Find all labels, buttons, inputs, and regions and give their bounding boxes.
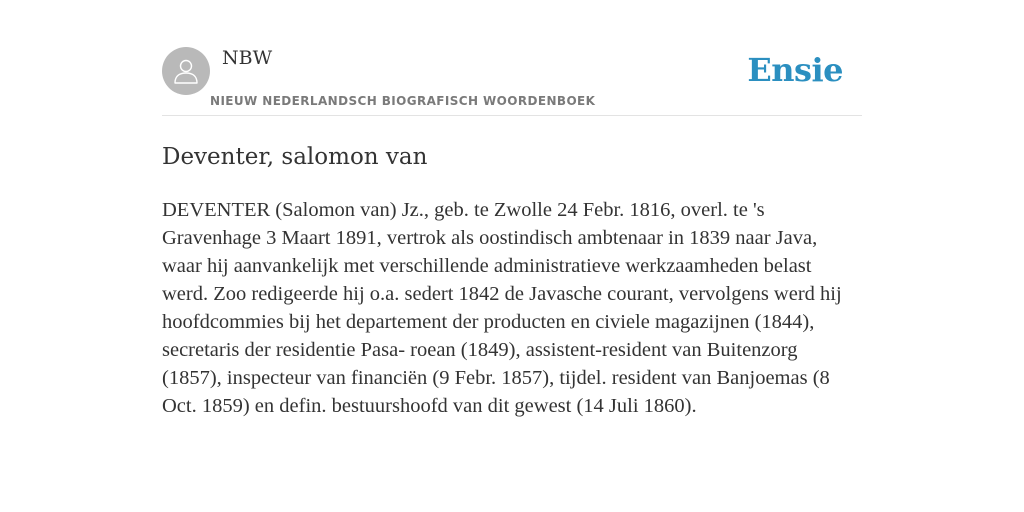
source-name[interactable]: NBW (222, 47, 273, 69)
entry-title: Deventer, salomon van (162, 144, 428, 170)
entry-text: DEVENTER (Salomon van) Jz., geb. te Zwolle 24 Febr. 1816, overl. te 's Gravenhage 3 Maart 1891, vertrok als oostindisch ambtenaar in 1839 naar Java, waar hij aanvankelijk met verschillende administratieve werkzaamheden belast werd. Zoo redigeerde hij o.a. sedert 1842 de Javasche courant, vervolgens werd hij hoofdcommies bij het departement der producten en civiele magazijnen (1844), secretaris der residentie Pasa- roean (1849), assistent-resident van Buitenzorg (1857), inspecteur van financiën (9 Febr. 1857), tijdel. resident van Banjoemas (8 Oct. 1859) en defin. bestuurshoofd van dit gewest (14 Juli 1860). (162, 199, 842, 417)
source-avatar[interactable] (162, 47, 210, 95)
user-icon (171, 56, 201, 86)
entry-card (162, 40, 862, 420)
source-full-name[interactable]: NIEUW NEDERLANDSCH BIOGRAFISCH WOORDENBOEK (210, 94, 596, 108)
entry-header (162, 40, 862, 116)
brand-logo[interactable]: Ensie (747, 51, 843, 89)
